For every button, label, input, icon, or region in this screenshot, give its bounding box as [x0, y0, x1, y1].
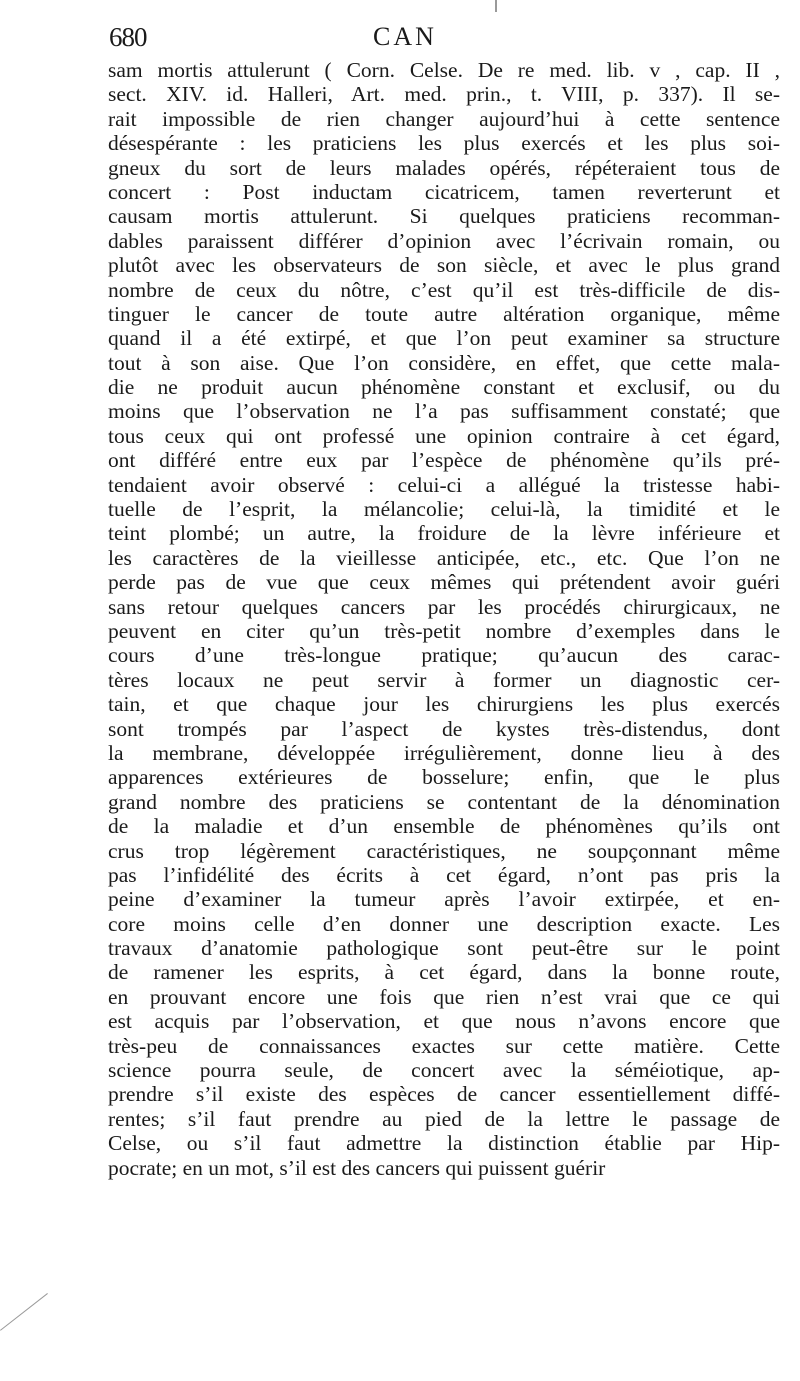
text-line: science pourra seule, de concert avec la séméiotique, ap-	[108, 1058, 780, 1083]
text-line: quand il a été extirpé, et que l’on peut examiner sa structure	[108, 326, 780, 351]
page-number: 680	[109, 22, 147, 52]
text-line: est acquis par l’observation, et que nous n’avons encore que	[108, 1009, 780, 1034]
text-line: tendaient avoir observé : celui-ci a allégué la tristesse habi-	[108, 472, 780, 497]
text-line: tous ceux qui ont professé une opinion contraire à cet égard,	[108, 423, 780, 448]
text-line: perde pas de vue que ceux mêmes qui prétendent avoir guéri	[108, 570, 780, 595]
text-line: sect. XIV. id. Halleri, Art. med. prin., t. VIII, p. 337). Il se-	[108, 82, 780, 107]
scan-mark	[495, 0, 497, 12]
text-line: plutôt avec les observateurs de son siècle, et avec le plus grand	[108, 253, 780, 278]
text-line: de ramener les esprits, à cet égard, dans la bonne route,	[108, 960, 780, 985]
text-line: désespérante : les praticiens les plus exercés et les plus soi-	[108, 131, 780, 156]
text-line: tain, et que chaque jour les chirurgiens les plus exercés	[108, 692, 780, 717]
text-line: tuelle de l’esprit, la mélancolie; celui-là, la timidité et le	[108, 497, 780, 522]
text-line: peuvent en citer qu’un très-petit nombre d’exemples dans le	[108, 618, 780, 643]
text-line: peine d’examiner la tumeur après l’avoir extirpée, et en-	[108, 887, 780, 912]
text-line: pocrate; en un mot, s’il est des cancers qui puissent guérir	[108, 1155, 606, 1180]
text-line: causam mortis attulerunt. Si quelques praticiens recomman-	[108, 204, 780, 229]
text-line: la membrane, développée irrégulièrement, donne lieu à des	[108, 740, 780, 765]
text-line: moins que l’observation ne l’a pas suffisamment constaté; que	[108, 399, 780, 424]
text-line: teint plombé; un autre, la froidure de la lèvre inférieure et	[108, 521, 780, 546]
text-line: rentes; s’il faut prendre au pied de la lettre le passage de	[108, 1106, 780, 1131]
text-line: ont différé entre eux par l’espèce de phénomène qu’ils pré-	[108, 448, 780, 473]
text-line: de la maladie et d’un ensemble de phénomènes qu’ils ont	[108, 814, 780, 839]
text-line: sans retour quelques cancers par les procédés chirurgicaux, ne	[108, 594, 780, 619]
text-line: Celse, ou s’il faut admettre la distinction établie par Hip-	[108, 1131, 780, 1156]
text-line: tout à son aise. Que l’on considère, en effet, que cette mala-	[108, 350, 780, 375]
text-line: tères locaux ne peut servir à former un diagnostic cer-	[108, 667, 780, 692]
text-line: les caractères de la vieillesse anticipée, etc., etc. Que l’on ne	[108, 545, 780, 570]
text-line: die ne produit aucun phénomène constant et exclusif, ou du	[108, 375, 780, 400]
text-line: pas l’infidélité des écrits à cet égard, n’ont pas pris la	[108, 862, 780, 887]
text-line: apparences extérieures de bosselure; enfin, que le plus	[108, 765, 780, 790]
page-header	[0, 22, 800, 62]
text-line: travaux d’anatomie pathologique sont peut-être sur le point	[108, 936, 780, 961]
text-line: tinguer le cancer de toute autre altération organique, même	[108, 301, 780, 326]
text-line: grand nombre des praticiens se contentant de la dénomination	[108, 789, 780, 814]
text-line: prendre s’il existe des espèces de cancer essentiellement diffé-	[108, 1082, 780, 1107]
text-line: en prouvant encore une fois que rien n’est vrai que ce qui	[108, 984, 780, 1009]
text-line: crus trop légèrement caractéristiques, ne soupçonnant même	[108, 838, 780, 863]
text-line: très-peu de connaissances exactes sur cette matière. Cette	[108, 1033, 780, 1058]
text-line: nombre de ceux du nôtre, c’est qu’il est très-difficile de dis-	[108, 277, 780, 302]
text-line: cours d’une très-longue pratique; qu’aucun des carac-	[108, 643, 780, 668]
text-line: sam mortis attulerunt ( Corn. Celse. De re med. lib. v , cap. II ,	[108, 58, 780, 82]
text-line: rait impossible de rien changer aujourd’hui à cette sentence	[108, 106, 780, 131]
text-line: core moins celle d’en donner une description exacte. Les	[108, 911, 780, 936]
text-line: gneux du sort de leurs malades opérés, répéteraient tous de	[108, 155, 780, 180]
text-line: concert : Post inductam cicatricem, tamen reverterunt et	[108, 179, 780, 204]
text-line: dables paraissent différer d’opinion avec l’écrivain romain, ou	[108, 228, 780, 253]
scan-mark	[0, 1293, 48, 1331]
running-head: CAN	[373, 22, 437, 51]
body-text	[108, 58, 780, 1180]
text-line: sont trompés par l’aspect de kystes très-distendus, dont	[108, 716, 780, 741]
